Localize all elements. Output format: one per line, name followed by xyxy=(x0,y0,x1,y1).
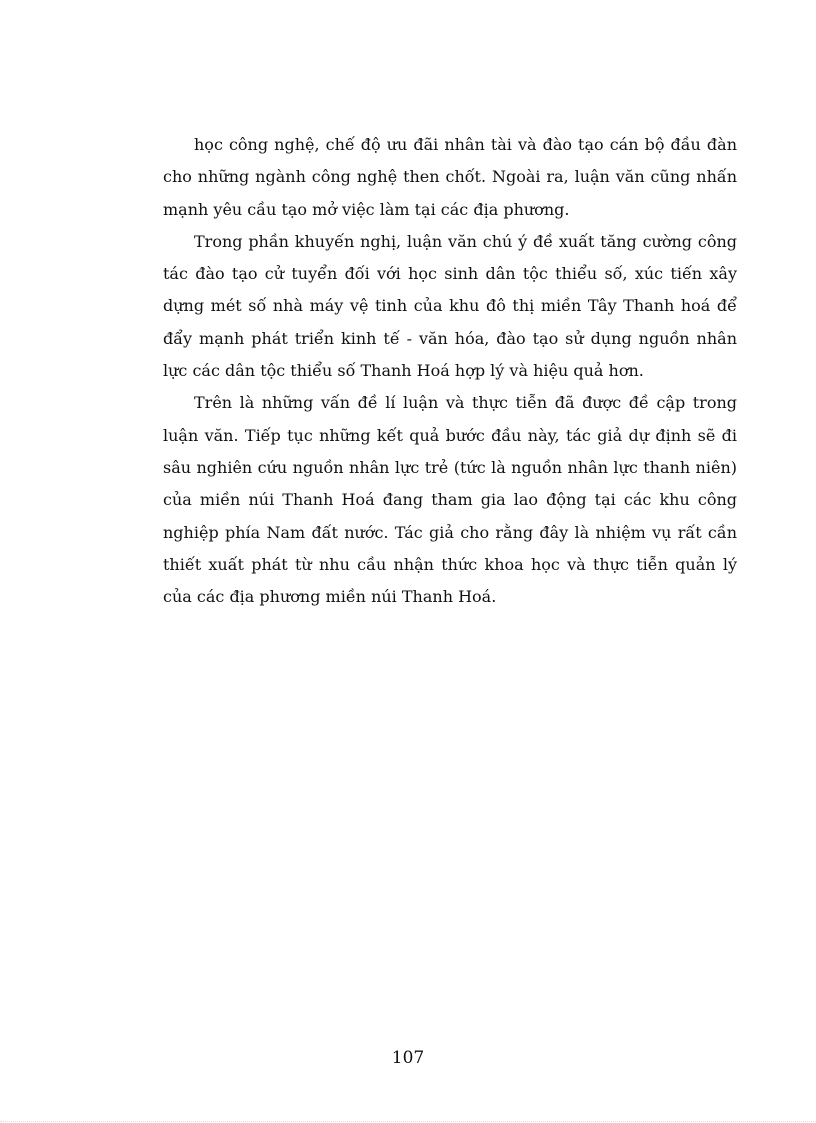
paragraph-future-research: Trên là những vấn đề lí luận và thực tiễn đã được đề cập trong luận văn. Tiếp tục những kết quả bước đầu này, tác giả dự định sẽ đi sâu nghiên cứu nguồn nhân lực trẻ (tức là nguồn nhân lực thanh niên) của miền núi Thanh Hoá đang tham gia lao động tại các khu công nghiệp phía Nam đất nước. Tác giả cho rằng đây là nhiệm vụ rất cần thiết xuất phát từ nhu cầu nhận thức khoa học và thực tiễn quản lý của các địa phương miền núi Thanh Hoá. xyxy=(163,393,737,607)
body-text xyxy=(163,129,737,613)
page-bottom-divider xyxy=(0,1121,816,1122)
page-number: 107 xyxy=(391,1048,425,1068)
paragraph-recommendations: Trong phần khuyến nghị, luận văn chú ý đề xuất tăng cường công tác đào tạo cử tuyển đối với học sinh dân tộc thiểu số, xúc tiến xây dựng mét số nhà máy vệ tinh của khu đô thị miền Tây Thanh hoá để đẩy mạnh phát triển kinh tế - văn hóa, đào tạo sử dụng nguồn nhân lực các dân tộc thiểu số Thanh Hoá hợp lý và hiệu quả hơn. xyxy=(163,231,737,381)
paragraph-continuation: học công nghệ, chế độ ưu đãi nhân tài và đào tạo cán bộ đầu đàn cho những ngành công nghệ then chốt. Ngoài ra, luận văn cũng nhấn mạnh yêu cầu tạo mở việc làm tại các địa phương. xyxy=(163,135,737,219)
